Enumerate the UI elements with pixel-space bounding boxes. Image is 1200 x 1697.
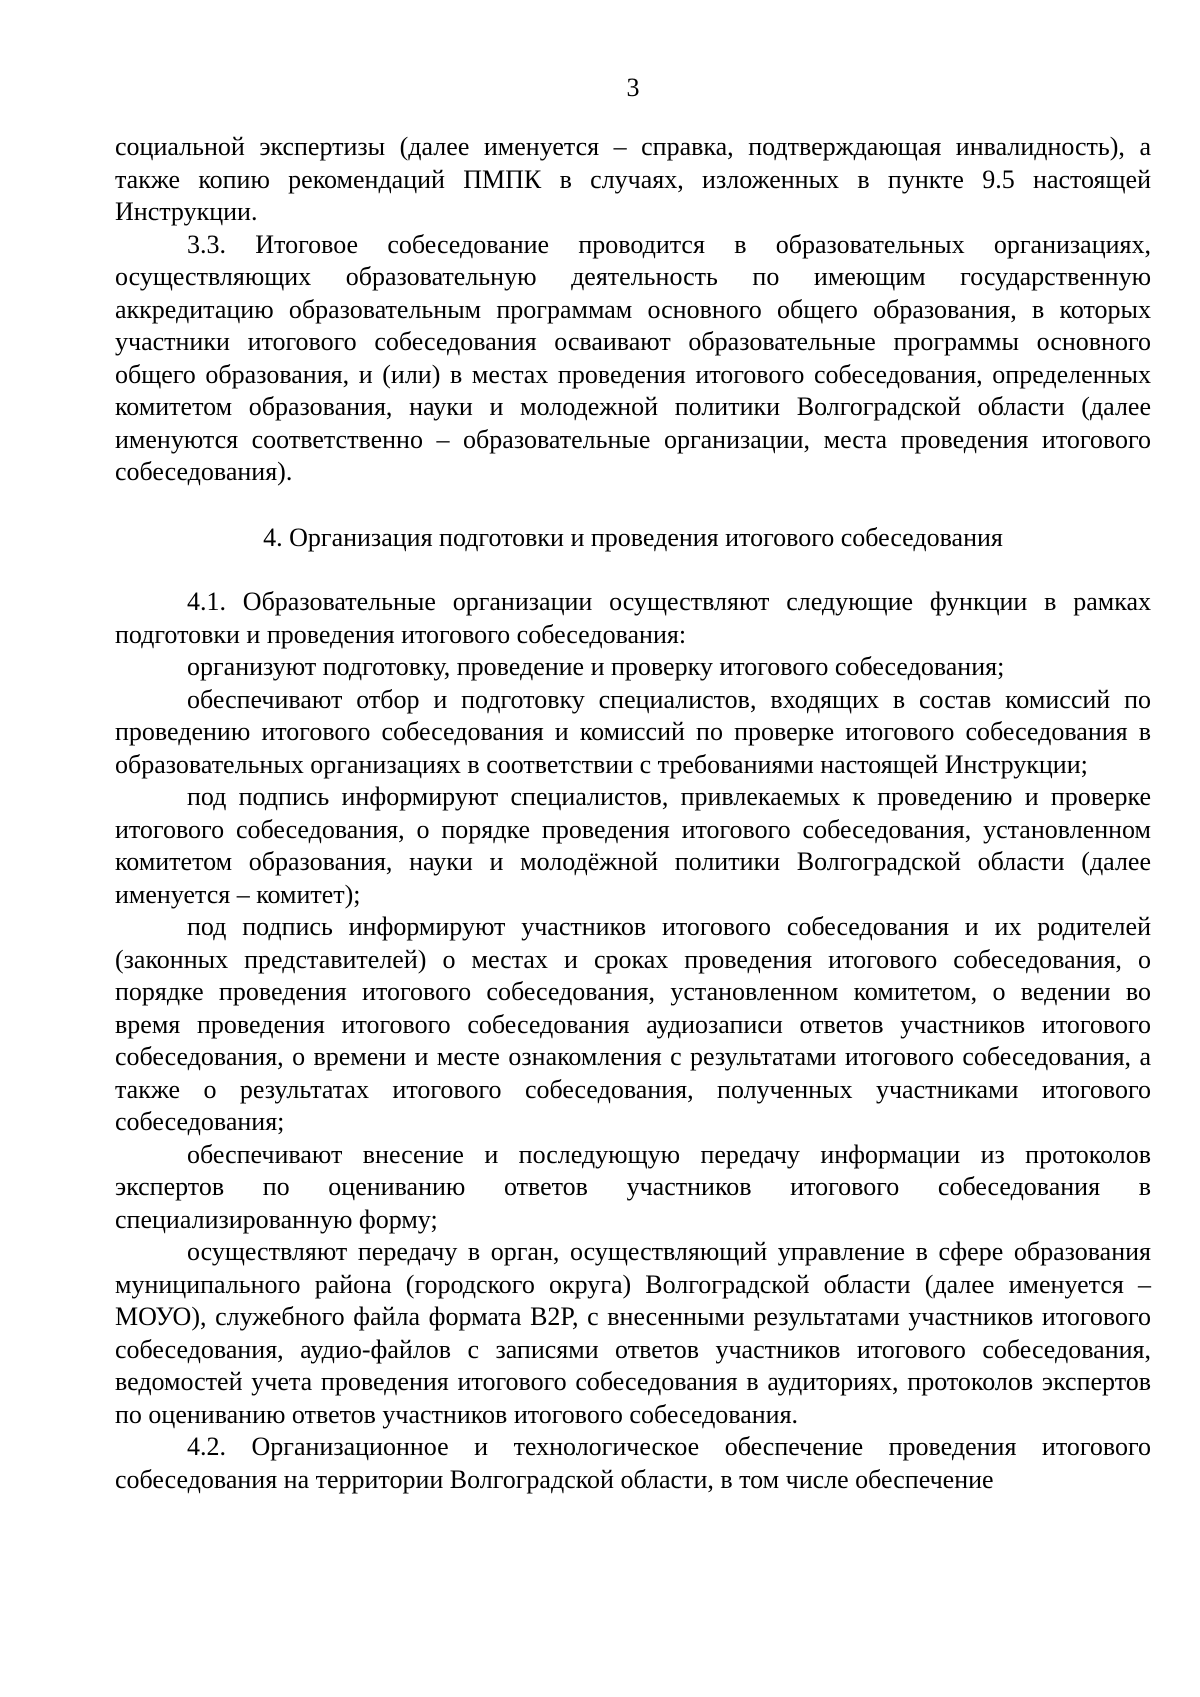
list-item-inform-specialists: под подпись информируют специалистов, привлекаемых к проведению и проверке итогового собеседования, о порядке проведения итогового собеседования, установленном комитетом образования, науки и молодёжной политики Волгоградской области (далее именуется – комитет); — [115, 782, 1151, 909]
page-number: 3 — [626, 73, 640, 102]
paragraph-3-3: 3.3. Итоговое собеседование проводится в образовательных организациях, осуществляющих образовательную деятельность по имеющим государственную аккредитацию образовательным программам основного общего образования, в которых участники итогового собеседования осваивают образовательные программы основного общего образования, и (или) в местах проведения итогового собеседования, определенных комитетом образования, науки и молодежной политики Волгоградской области (далее именуются соответственно – образовательные организации, места проведения итогового собеседования). — [115, 229, 1151, 486]
list-item-selection: обеспечивают отбор и подготовку специалистов, входящих в состав комиссий по проведению итогового собеседования и комиссий по проверке итогового собеседования в образовательных организациях в соответствии с требованиями настоящей Инструкции; — [115, 684, 1151, 779]
section-heading-4: 4. Организация подготовки и проведения итогового собеседования — [263, 522, 1003, 552]
paragraph-4-1: 4.1. Образовательные организации осуществляют следующие функции в рамках подготовки и проведения итогового собеседования: — [115, 587, 1151, 649]
list-item-organize: организуют подготовку, проведение и проверку итогового собеседования; — [187, 652, 1005, 681]
paragraph-4-2: 4.2. Организационное и технологическое обеспечение проведения итогового собеседования на территории Волгоградской области, в том числе обеспечение — [115, 1432, 1151, 1494]
list-item-inform-participants: под подпись информируют участников итогового собеседования и их родителей (законных представителей) о местах и сроках проведения итогового собеседования, о порядке проведения итогового собеседования, установленном комитетом, о ведении во время проведения итогового собеседования аудиозаписи ответов участников итогового собеседования, о времени и месте ознакомления с результатами итогового собеседования, а также о результатах итогового собеседования, полученных участниками итогового собеседования; — [115, 912, 1151, 1136]
list-item-data-entry: обеспечивают внесение и последующую передачу информации из протоколов экспертов по оцениванию ответов участников итогового собеседования в специализированную форму; — [115, 1139, 1151, 1234]
document-body — [115, 131, 1151, 1496]
list-item-transfer: осуществляют передачу в орган, осуществляющий управление в сфере образования муниципального района (городского округа) Волгоградской области (далее именуется – МОУО), служебного файла формата B2P, с внесенными результатами участников итогового собеседования, аудио-файлов с записями ответов участников итогового собеседования, ведомостей учета проведения итогового собеседования в аудиториях, протоколов экспертов по оцениванию ответов участников итогового собеседования. — [115, 1237, 1151, 1429]
paragraph-continuation: социальной экспертизы (далее именуется – справка, подтверждающая инвалидность), а также копию рекомендаций ПМПК в случаях, изложенных в пункте 9.5 настоящей Инструкции. — [115, 132, 1151, 226]
